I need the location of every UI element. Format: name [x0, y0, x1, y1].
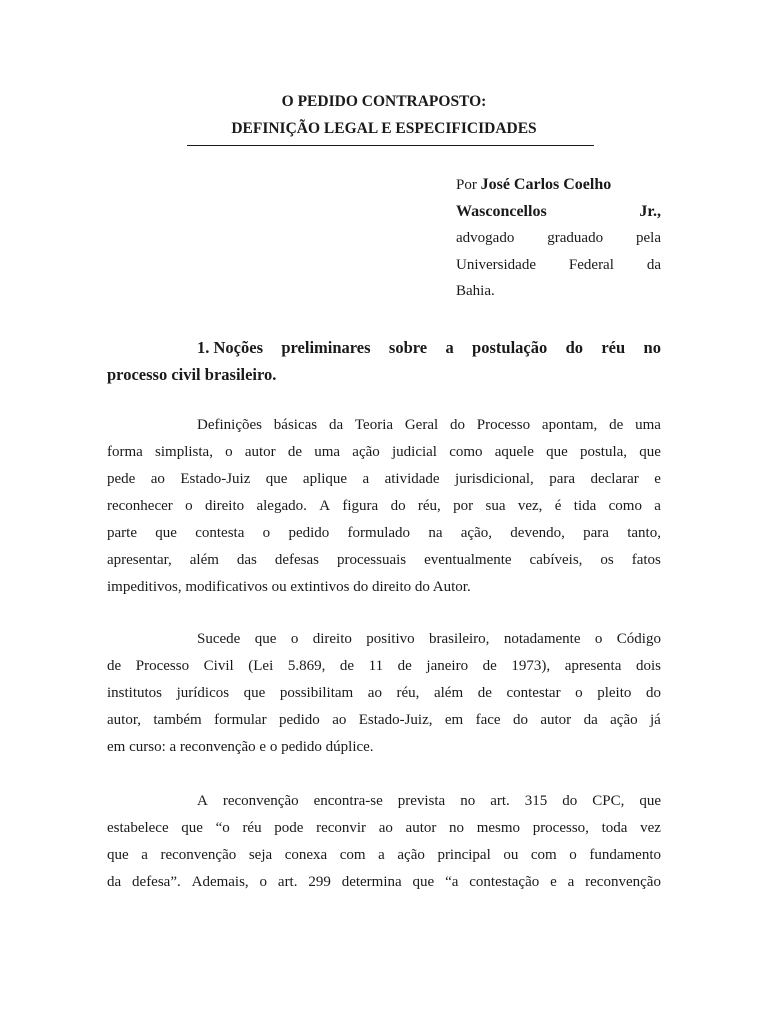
paragraph-word: 315	[524, 793, 548, 809]
paragraph-word: que	[265, 471, 288, 487]
paragraph-word: como	[608, 498, 642, 514]
paragraph-word: da	[107, 874, 122, 890]
paragraph-word: estabelece	[107, 820, 169, 836]
paragraph-word: com	[339, 847, 366, 863]
paragraph-line: em curso: a reconvenção e o pedido dúplice.	[107, 739, 374, 755]
paragraph-word: pleito	[597, 685, 632, 701]
paragraph-word: art.	[277, 874, 298, 890]
paragraph-word: tida	[573, 498, 597, 514]
paragraph-word: do	[512, 712, 528, 728]
paragraph-word: que	[155, 525, 177, 541]
paragraph-word: que	[412, 874, 435, 890]
paragraph-word: Processo	[476, 417, 531, 433]
paragraph-word: e	[654, 471, 661, 487]
paragraph-2	[107, 626, 661, 761]
paragraph-word: jurídicos	[176, 685, 230, 701]
paragraph-word: do	[390, 498, 406, 514]
paragraph-word: Código	[616, 631, 661, 647]
heading-word: sobre	[388, 338, 428, 357]
paragraph-word: ação	[610, 712, 638, 728]
heading-word: postulação	[472, 338, 548, 357]
paragraph-line	[107, 815, 661, 842]
paragraph-word: defesa”.	[132, 874, 181, 890]
paragraph-word: possibilitam	[279, 685, 354, 701]
author-word: Federal	[568, 256, 614, 273]
paragraph-word: formulado	[347, 525, 411, 541]
paragraph-word: “o	[215, 820, 230, 836]
paragraph-word: no	[460, 793, 476, 809]
paragraph-word: processo,	[532, 820, 589, 836]
paragraph-word: cabíveis,	[529, 552, 583, 568]
paragraph-word: autor	[405, 820, 437, 836]
paragraph-word: Ademais,	[191, 874, 249, 890]
paragraph-word: dois	[635, 658, 661, 674]
paragraph-word: de	[482, 658, 497, 674]
paragraph-word: apresenta	[564, 658, 622, 674]
paragraph-word: Geral	[404, 417, 439, 433]
paragraph-word: principal	[437, 847, 491, 863]
paragraph-word: réu,	[417, 498, 441, 514]
paragraph-word: na	[428, 525, 443, 541]
paragraph-word: que	[254, 631, 277, 647]
paragraph-word: da	[328, 417, 344, 433]
paragraph-word: Sucede	[197, 631, 241, 647]
paragraph-word: a	[567, 874, 575, 890]
paragraph-word: face	[475, 712, 501, 728]
heading-word: do	[565, 338, 584, 357]
paragraph-word: também	[153, 712, 202, 728]
paragraph-word: vez	[640, 820, 661, 836]
paragraph-word: do	[645, 685, 661, 701]
paragraph-word: apresentar,	[107, 552, 172, 568]
paragraph-word: com	[530, 847, 557, 863]
section-heading	[107, 334, 661, 388]
paragraph-word: a	[362, 471, 370, 487]
paragraph-line	[107, 626, 661, 653]
paragraph-word: ação	[352, 444, 380, 460]
paragraph-word: figura	[342, 498, 379, 514]
paragraph-word: forma	[107, 444, 143, 460]
paragraph-word: direito	[204, 498, 245, 514]
paragraph-word: que	[107, 847, 129, 863]
paragraph-word: que	[639, 444, 661, 460]
paragraph-word: autor	[244, 444, 276, 460]
paragraph-word: reconhecer	[107, 498, 173, 514]
paragraph-word: ação,	[460, 525, 492, 541]
paragraph-word: do	[449, 417, 465, 433]
paragraph-word: mesmo	[476, 820, 521, 836]
paragraph-word: contestar	[506, 685, 561, 701]
paragraph-word: no	[449, 820, 465, 836]
title-underline	[187, 145, 594, 146]
paragraph-line	[107, 466, 661, 493]
paragraph-word: básicas	[273, 417, 318, 433]
paragraph-word: aquele	[494, 444, 534, 460]
paragraph-word: reconvenção	[222, 793, 299, 809]
paragraph-word: direito	[312, 631, 352, 647]
paragraph-word: apontam,	[541, 417, 598, 433]
document-title	[0, 88, 768, 142]
paragraph-word: declarar	[590, 471, 639, 487]
paragraph-word: de	[397, 658, 412, 674]
author-word: advogado	[456, 230, 515, 246]
paragraph-word: positivo	[366, 631, 415, 647]
paragraph-word: o	[290, 631, 299, 647]
paragraph-word: que	[639, 793, 661, 809]
paragraph-word: brasileiro,	[429, 631, 490, 647]
paragraph-3	[107, 788, 661, 896]
paragraph-word: de	[287, 444, 303, 460]
paragraph-word: de	[339, 658, 355, 674]
paragraph-word: o	[225, 444, 233, 460]
paragraph-word: é	[554, 498, 562, 514]
author-name-last: Wasconcellos	[456, 202, 547, 220]
author-line-3	[456, 225, 661, 252]
paragraph-line	[107, 520, 661, 547]
author-name-first: José Carlos Coelho	[480, 176, 612, 193]
paragraph-word: (Lei	[248, 658, 274, 674]
paragraph-word: sua	[485, 498, 506, 514]
title-line-1: O PEDIDO CONTRAPOSTO:	[281, 93, 487, 110]
paragraph-word: uma	[635, 417, 661, 433]
paragraph-word: determina	[341, 874, 402, 890]
heading-word: réu	[601, 338, 626, 357]
paragraph-word: que	[546, 444, 568, 460]
paragraph-word: postula,	[579, 444, 628, 460]
paragraph-line	[107, 788, 661, 815]
paragraph-word: 299	[308, 874, 331, 890]
paragraph-word: o	[259, 874, 268, 890]
paragraph-word: contesta	[195, 525, 245, 541]
paragraph-line	[107, 707, 661, 734]
paragraph-word: janeiro	[426, 658, 469, 674]
paragraph-word: ou	[503, 847, 519, 863]
paragraph-line	[107, 547, 661, 574]
paragraph-word: por	[453, 498, 474, 514]
paragraph-line	[107, 680, 661, 707]
paragraph-word: “a	[445, 874, 459, 890]
paragraph-word: réu	[242, 820, 262, 836]
author-line-1	[456, 172, 661, 199]
author-line-2	[456, 199, 661, 226]
paragraph-word: prevista	[397, 793, 446, 809]
paragraph-word: 1973),	[511, 658, 551, 674]
paragraph-word: das	[236, 552, 257, 568]
paragraph-word: a	[378, 847, 385, 863]
paragraph-word: Civil	[203, 658, 234, 674]
author-by: Por	[456, 177, 477, 193]
paragraph-word: Estado-Juiz	[180, 471, 251, 487]
paragraph-word: de	[477, 685, 492, 701]
paragraph-word: formular	[214, 712, 267, 728]
paragraph-word: institutos	[107, 685, 163, 701]
paragraph-word: pode	[274, 820, 304, 836]
paragraph-word: seja	[248, 847, 273, 863]
paragraph-word: a	[654, 498, 661, 514]
paragraph-word: que	[243, 685, 266, 701]
paragraph-word: ao	[150, 471, 165, 487]
paragraph-word: alegado.	[256, 498, 307, 514]
paragraph-word: como	[449, 444, 483, 460]
paragraph-word: atividade	[384, 471, 440, 487]
paragraph-word: que	[181, 820, 203, 836]
paragraph-word: jurisdicional,	[455, 471, 534, 487]
paragraph-word: parte	[107, 525, 137, 541]
paragraph-line	[107, 842, 661, 869]
paragraph-word: simplista,	[155, 444, 213, 460]
paragraph-word: fundamento	[589, 847, 661, 863]
paragraph-word: além	[433, 685, 464, 701]
paragraph-word: tanto,	[627, 525, 661, 541]
paragraph-word: A	[319, 498, 331, 514]
paragraph-word: além	[189, 552, 219, 568]
paragraph-line	[107, 439, 661, 466]
author-word: da	[646, 256, 661, 273]
paragraph-word: já	[650, 712, 661, 728]
paragraph-word: Teoria	[354, 417, 394, 433]
paragraph-word: pedido	[288, 525, 330, 541]
author-word: pela	[636, 230, 661, 246]
paragraph-word: eventualmente	[424, 552, 512, 568]
author-block	[456, 172, 661, 305]
heading-word: no	[643, 338, 661, 357]
heading-word: a	[445, 338, 454, 357]
paragraph-word: em	[444, 712, 464, 728]
author-word: Universidade	[456, 256, 536, 273]
paragraph-word: o	[575, 685, 583, 701]
author-word: graduado	[547, 230, 604, 246]
paragraph-word: aplique	[302, 471, 348, 487]
paragraph-word: defesas	[274, 552, 319, 568]
paragraph-word: autor,	[107, 712, 141, 728]
paragraph-line	[107, 493, 661, 520]
paragraph-word: ao	[332, 712, 347, 728]
paragraph-word: da	[583, 712, 598, 728]
author-line-4	[456, 252, 661, 279]
paragraph-word: A	[197, 793, 208, 809]
paragraph-word: pede	[107, 471, 136, 487]
paragraph-word: pedido	[278, 712, 320, 728]
paragraph-word: o	[262, 525, 271, 541]
paragraph-word: processuais	[336, 552, 407, 568]
paragraph-word: toda	[601, 820, 628, 836]
paragraph-word: reconvenção	[585, 874, 661, 890]
paragraph-line	[107, 412, 661, 439]
heading-word: preliminares	[281, 338, 371, 357]
paragraph-word: ao	[378, 820, 393, 836]
paragraph-word: uma	[314, 444, 341, 460]
paragraph-word: fatos	[631, 552, 661, 568]
paragraph-word: o	[569, 847, 577, 863]
paragraph-word: notadamente	[503, 631, 581, 647]
paragraph-word: conexa	[284, 847, 328, 863]
paragraph-word: Processo	[135, 658, 190, 674]
paragraph-word: judicial	[391, 444, 437, 460]
paragraph-word: reconvir	[316, 820, 367, 836]
paragraph-word: de	[107, 658, 122, 674]
section-heading-line-2: processo civil brasileiro.	[107, 365, 277, 384]
author-name-suffix: Jr.,	[639, 202, 661, 220]
paragraph-line	[107, 653, 661, 680]
paragraph-word: ação	[397, 847, 425, 863]
author-line-5: Bahia.	[456, 283, 495, 299]
heading-word: 1. Noções	[197, 338, 263, 357]
paragraph-word: a	[141, 847, 148, 863]
paragraph-word: reconvenção	[160, 847, 237, 863]
paragraph-word: vez,	[517, 498, 543, 514]
paragraph-word: do	[562, 793, 578, 809]
paragraph-word: Definições	[197, 417, 262, 433]
paragraph-line: impeditivos, modificativos ou extintivos do direito do Autor.	[107, 579, 471, 595]
paragraph-word: devendo,	[510, 525, 565, 541]
paragraph-word: autor	[540, 712, 572, 728]
paragraph-word: 5.869,	[287, 658, 326, 674]
paragraph-word: art.	[490, 793, 510, 809]
paragraph-word: encontra-se	[313, 793, 383, 809]
paragraph-word: para	[583, 525, 609, 541]
section-heading-line-1	[107, 334, 661, 361]
paragraph-word: contestação	[469, 874, 540, 890]
paragraph-word: os	[600, 552, 614, 568]
paragraph-word: CPC,	[592, 793, 625, 809]
paragraph-word: e	[550, 874, 557, 890]
paragraph-word: para	[549, 471, 576, 487]
paragraph-word: o	[594, 631, 603, 647]
paragraph-word: Estado-Juiz,	[358, 712, 433, 728]
paragraph-line	[107, 869, 661, 896]
paragraph-word: de	[609, 417, 624, 433]
paragraph-1	[107, 412, 661, 601]
paragraph-word: réu,	[396, 685, 420, 701]
paragraph-word: ao	[367, 685, 382, 701]
title-line-2: DEFINIÇÃO LEGAL E ESPECIFICIDADES	[231, 120, 537, 137]
paragraph-word: o	[185, 498, 193, 514]
paragraph-word: 11	[368, 658, 384, 674]
